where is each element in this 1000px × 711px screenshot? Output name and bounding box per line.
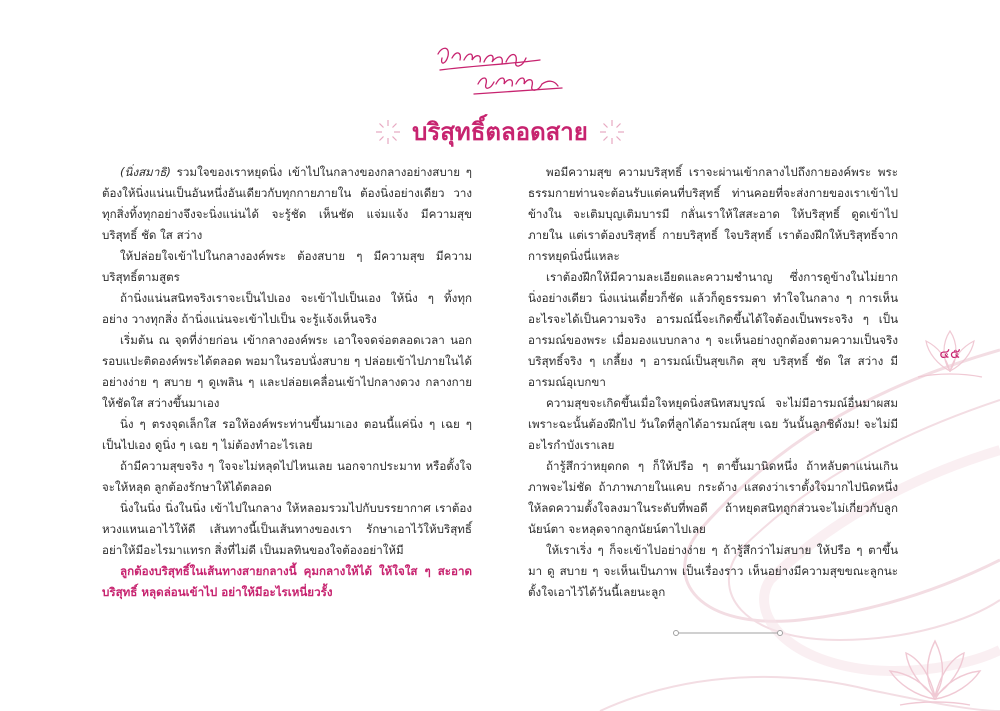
page-number: ๔๕	[939, 346, 961, 362]
divider	[672, 628, 784, 638]
lotus-icon	[880, 621, 990, 711]
paragraph: ถ้านิ่งแน่นสนิทจริงเราจะเป็นไปเอง จะเข้าไปเป็นเอง ให้นิ่ง ๆ ทิ้งทุกอย่าง วางทุกสิ่ง ถ้านิ่งแน่นจะเข้าไปเป็น จะรู้แจ้งเห็นจริง	[102, 291, 472, 326]
paragraph: ความสุขจะเกิดขึ้นเมื่อใจหยุดนิ่งสนิทสมบูรณ์ จะไม่มีอารมณ์อื่นมาผสม เพราะฉะนั้นต้องฝึกไป วันใดที่ลูกได้อารมณ์สุข เฉย วันนั้นลูกชิดังม! จะไม่มีอะไรกำบังเราเลย	[528, 396, 898, 452]
left-column	[102, 162, 472, 603]
sparkle-icon	[599, 119, 625, 145]
paragraph	[102, 162, 472, 246]
highlight-paragraph: ลูกต้องบริสุทธิ์ในเส้นทางสายกลางนี้ คุมกลางให้ได้ ให้ใจใส ๆ สะอาด บริสุทธิ์ หลุดล่อนเข้าไป อย่าให้มีอะไรเหนี่ยวรั้ง	[102, 564, 472, 599]
paragraph: ให้ปล่อยใจเข้าไปในกลางองค์พระ ต้องสบาย ๆ มีความสุข มีความบริสุทธิ์ตามสูตร	[102, 249, 472, 284]
paragraph: เราต้องฝึกให้มีความละเอียดและความชำนาญ ซึ่งการดูข้างในไม่ยาก นิ่งอย่างเดียว นิ่งแน่นเดี๋ยวก็ชัด แล้วก็ดูธรรมดา ทำใจในกลาง ๆ การเห็นอะไรจะได้เป็นความจริง อารมณ์นี้จะเกิดขึ้นได้ใจต้องเป็นพระจริง ๆ เป็นอารมณ์ของพระ เมื่อมองแบบกลาง ๆ จะเห็นอย่างถูกต้องตามความเป็นจริง บริสุทธิ์จริง ๆ เกลี้ยง ๆ อารมณ์เป็นสุขเกิด สุข บริสุทธิ์ ชัด ใส สว่าง มีอารมณ์อุเบกขา	[528, 270, 898, 389]
paragraph-text: รวมใจของเราหยุดนิ่ง เข้าไปในกลางของกลางอย่างสบาย ๆ ต้องให้นิ่งแน่นเป็นอันหนึ่งอันเดียวกับทุกกายภายใน ต้องนิ่งอย่างเดียว วางทุกสิ่งทิ้งทุกอย่างจึงจะนิ่งแน่นได้ จะรู้ชัด เห็นชัด แจ่มแจ้ง มีความสุข บริสุทธิ์ ชัด ใส สว่าง	[102, 165, 472, 242]
meditation-lead: (นิ่งสมาธิ)	[120, 165, 171, 179]
right-column	[528, 162, 898, 603]
signature-image	[430, 40, 570, 102]
paragraph: เริ่มต้น ณ จุดที่ง่ายก่อน เข้ากลางองค์พระ เอาใจจดจ่อตลอดเวลา นอกรอบแปะติดองค์พระได้ตลอด พอมาในรอบนั่งสบาย ๆ ปล่อยเข้าไปภายในได้อย่างง่าย ๆ สบาย ๆ ดูเพลิน ๆ และปล่อยเคลื่อนเข้าไปกลางดวง กลางกาย ให้ชัดใส สว่างขึ้นมาเอง	[102, 333, 472, 410]
paragraph: นิ่งในนิ่ง นิ่งในนิ่ง เข้าไปในกลาง ให้หลอมรวมไปกับบรรยากาศ เราต้องหวงแหนเอาไว้ให้ดี เส้นทางนี้เป็นเส้นทางของเรา รักษาเอาไว้ให้บริสุทธิ์ อย่าให้มีอะไรมาแทรก สิ่งที่ไม่ดี เป็นมลทินของใจต้องอย่าให้มี	[102, 501, 472, 557]
title-row	[0, 112, 1000, 148]
page-title: บริสุทธิ์ตลอดสาย	[412, 118, 588, 146]
paragraph: ให้เราเริ่ง ๆ ก็จะเข้าไปอย่างง่าย ๆ ถ้ารู้สึกว่าไม่สบาย ให้ปรือ ๆ ตาขึ้นมา ดู สบาย ๆ จะเห็นเป็นภาพ เป็นเรื่องราว เห็นอย่างมีความสุขขณะลูกนะ ตั้งใจเอาไว้ได้วันนี้เลยนะลูก	[528, 543, 898, 599]
paragraph: นิ่ง ๆ ตรงจุดเล็กใส รอให้องค์พระท่านขึ้นมาเอง ตอนนี้แค่นิ่ง ๆ เฉย ๆ เป็นไปเอง ดูนิ่ง ๆ เฉย ๆ ไม่ต้องทำอะไรเลย	[102, 417, 472, 452]
paragraph: พอมีความสุข ความบริสุทธิ์ เราจะผ่านเข้ากลางไปถึงกายองค์พระ พระธรรมกายท่านจะต้อนรับแต่คนที่บริสุทธิ์ ท่านคอยที่จะส่งกายของเราเข้าไปข้างใน จะเติมบุญเติมบารมี กลั่นเราให้ใสสะอาด ให้บริสุทธิ์ ดูดเข้าไปภายใน แต่เราต้องบริสุทธิ์ กายบริสุทธิ์ ใจบริสุทธิ์ เราต้องฝึกให้บริสุทธิ์จากการหยุดนิ่งนี่แหละ	[528, 165, 898, 263]
paragraph: ถ้ารู้สึกว่าหยุดกด ๆ ก็ให้ปรือ ๆ ตาขึ้นมานิดหนึ่ง ถ้าหลับตาแน่นเกิน ภาพจะไม่ชัด ถ้าภาพภายในแคบ กระด้าง แสดงว่าเราตั้งใจมากไปนิดหนึ่ง ให้ลดความตั้งใจลงมาในระดับที่พอดี ถ้าหยุดสนิทถูกส่วนจะไม่เกี่ยวกับลูกนัยน์ตา จะหลุดจากลูกนัยน์ตาไปเลย	[528, 459, 898, 536]
sparkle-icon	[375, 119, 401, 145]
paragraph: ถ้ามีความสุขจริง ๆ ใจจะไม่หลุดไปไหนเลย นอกจากประมาท หรือตั้งใจจะให้หลุด ลูกต้องรักษาให้ได้ตลอด	[102, 459, 472, 494]
